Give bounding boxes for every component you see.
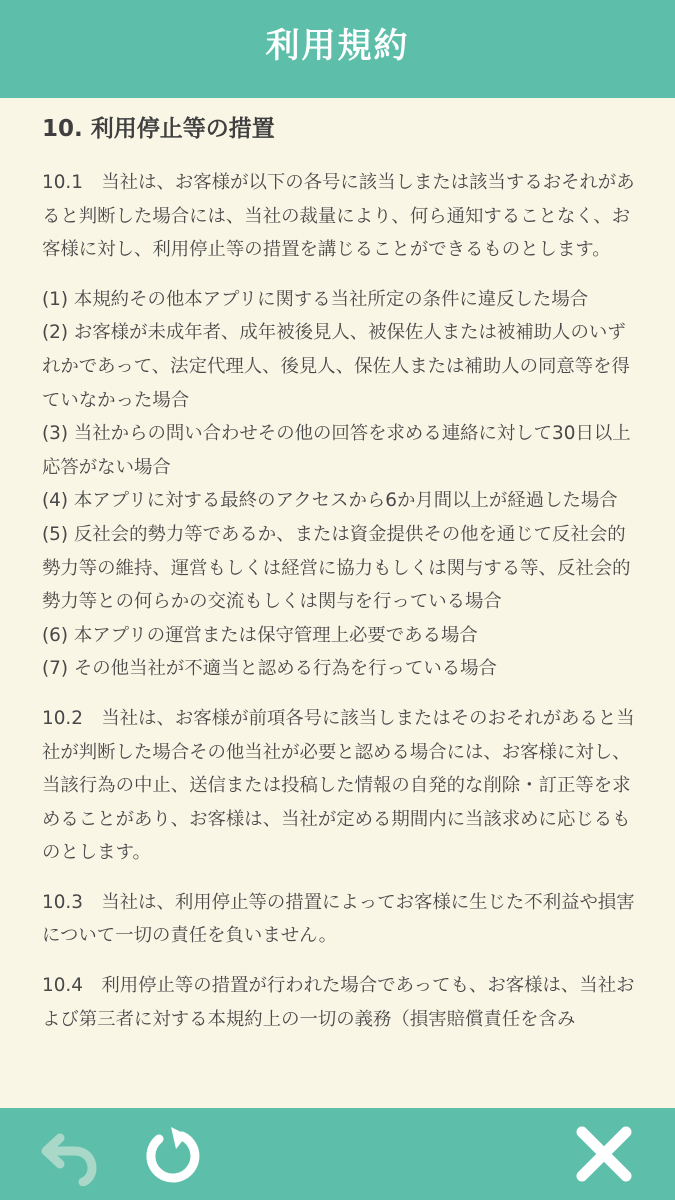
list-item: (5) 反社会的勢力等であるか、または資金提供その他を通じて反社会的勢力等の維持、運営もしくは経営に協力もしくは関与する等、反社会的勢力等との何らかの交流もしくは関与を行っている場合 bbox=[42, 523, 631, 613]
list-item: (2) お客様が未成年者、成年被後見人、被保佐人または被補助人のいずれかであって、法定代理人、後見人、保佐人または補助人の同意等を得ていなかった場合 bbox=[42, 322, 630, 411]
terms-content[interactable] bbox=[0, 98, 675, 1108]
close-icon bbox=[572, 1122, 636, 1186]
condition-list bbox=[42, 283, 637, 686]
list-item: (3) 当社からの問い合わせその他の回答を求める連絡に対して30日以上応答がない場合 bbox=[42, 423, 631, 478]
list-item: (1) 本規約その他本アプリに関する当社所定の条件に違反した場合 bbox=[42, 288, 589, 310]
clause-10-3: 10.3 当社は、利用停止等の措置によってお客様に生じた不利益や損害について一切の責任を負いません。 bbox=[42, 891, 635, 947]
page-title: 利用規約 bbox=[265, 25, 410, 66]
section-heading: 10. 利用停止等の措置 bbox=[42, 116, 275, 142]
clause-10-1: 10.1 当社は、お客様が以下の各号に該当しまたは該当するおそれがあると判断した場合には、当社の裁量により、何ら通知することなく、お客様に対し、利用停止等の措置を講じることができるものとします。 bbox=[42, 172, 635, 261]
list-item: (6) 本アプリの運営または保守管理上必要である場合 bbox=[42, 624, 478, 646]
reload-button[interactable] bbox=[138, 1122, 202, 1186]
clause-10-4: 10.4 利用停止等の措置が行われた場合であっても、お客様は、当社および第三者に対する本規約上の一切の義務（損害賠償責任を含み bbox=[42, 975, 635, 1030]
close-button[interactable] bbox=[572, 1122, 636, 1186]
terms-scroll-area bbox=[0, 98, 675, 1036]
back-button[interactable] bbox=[36, 1122, 100, 1186]
reload-icon bbox=[138, 1122, 202, 1186]
title-bar bbox=[0, 0, 675, 98]
list-item: (4) 本アプリに対する最終のアクセスから6か月間以上が経過した場合 bbox=[42, 490, 618, 512]
list-item: (7) その他当社が不適当と認める行為を行っている場合 bbox=[42, 658, 497, 680]
bottom-toolbar bbox=[0, 1108, 675, 1200]
clause-10-2: 10.2 当社は、お客様が前項各号に該当しまたはそのおそれがあると当社が判断した場合その他当社が必要と認める場合には、お客様に対し、当該行為の中止、送信または投稿した情報の自発的な削除・訂正等を求めることがあり、お客様は、当社が定める期間内に当該求めに応じるものとします。 bbox=[42, 707, 635, 864]
back-arrow-icon bbox=[36, 1122, 100, 1186]
